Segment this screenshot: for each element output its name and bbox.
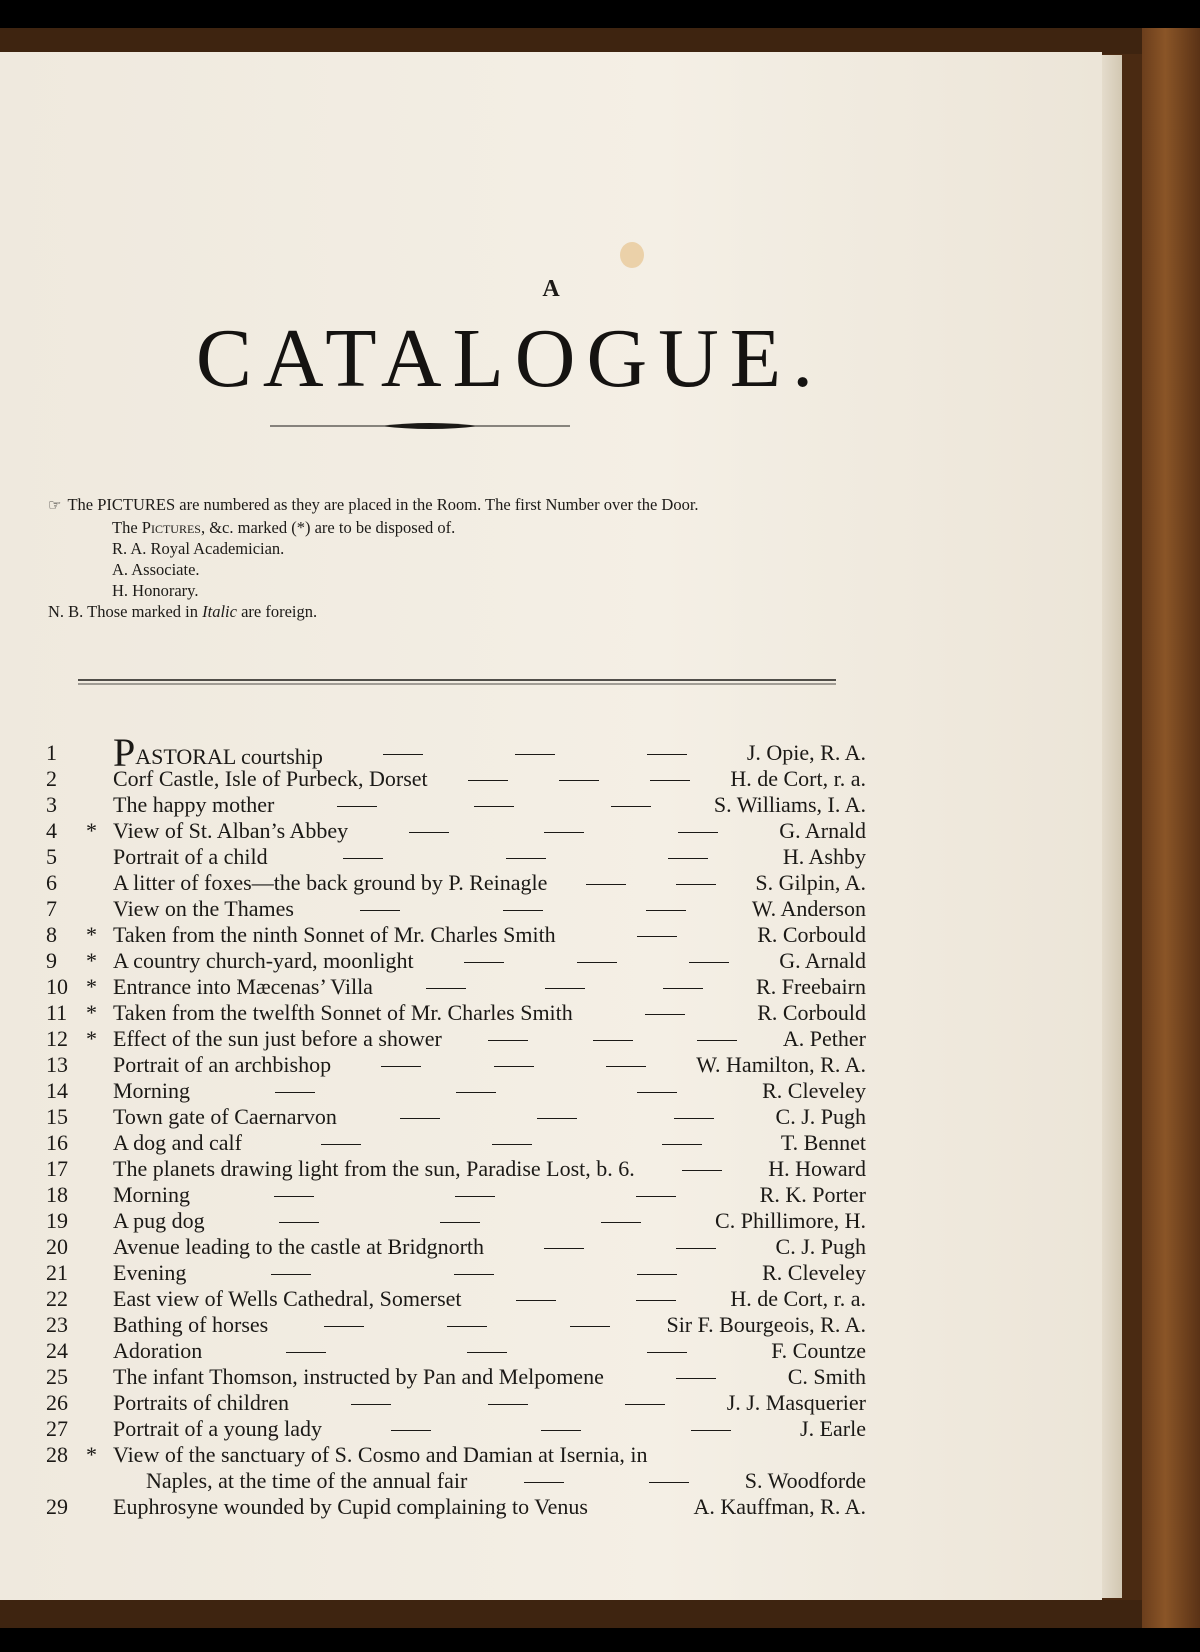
leader-dash xyxy=(625,1404,665,1406)
note-numbering: ☞ The PICTURES are numbered as they are placed in the Room. The first Number over the Door. xyxy=(48,494,868,517)
note-disposal: The Pictures, &c. marked (*) are to be disposed of. xyxy=(112,518,456,537)
entry-artist: A. Kauffman, R. A. xyxy=(693,1494,866,1519)
leader-dash xyxy=(691,1430,731,1432)
entry-number: 15 xyxy=(46,1104,68,1129)
entry-artist: A. Pether xyxy=(782,1026,866,1051)
entry-title: Adoration xyxy=(113,1338,203,1363)
entry-artist: H. Howard xyxy=(768,1156,866,1181)
leader-dash xyxy=(682,1170,722,1172)
leader-dash xyxy=(467,1352,507,1354)
entry-title: Taken from the twelfth Sonnet of Mr. Charles Smith xyxy=(113,1000,573,1025)
entry-number: 21 xyxy=(46,1260,68,1285)
disposal-mark: * xyxy=(86,818,97,843)
leader-dash xyxy=(474,806,514,808)
leader-dash xyxy=(274,1196,314,1198)
leader-dash xyxy=(271,1274,311,1276)
entry-artist: R. Cleveley xyxy=(762,1078,866,1103)
catalogue-entry xyxy=(46,870,866,896)
catalogue-entry xyxy=(46,948,866,974)
leader-dash xyxy=(601,1222,641,1224)
leader-dash xyxy=(537,1118,577,1120)
catalogue-entry xyxy=(46,896,866,922)
entry-title: Portrait of a young lady xyxy=(113,1416,322,1441)
catalogue-entry xyxy=(46,1156,866,1182)
leader-dash xyxy=(464,962,504,964)
leader-dash xyxy=(570,1326,610,1328)
entry-artist: R. Corbould xyxy=(757,922,866,947)
leader-dash xyxy=(544,1248,584,1250)
entry-artist: H. de Cort, r. a. xyxy=(730,1286,866,1311)
leader-dash xyxy=(426,988,466,990)
entry-number: 7 xyxy=(46,896,57,921)
page-title: CATALOGUE. xyxy=(195,312,825,405)
leader-dash xyxy=(668,858,708,860)
entry-title: Morning xyxy=(113,1078,190,1103)
leader-dash xyxy=(676,884,716,886)
entry-list xyxy=(46,730,866,1520)
entry-number: 14 xyxy=(46,1078,68,1103)
leader-dash xyxy=(337,806,377,808)
catalogue-entry xyxy=(46,1312,866,1338)
entry-title: A pug dog xyxy=(113,1208,205,1233)
entry-title: Portrait of an archbishop xyxy=(113,1052,332,1077)
entry-title: View of the sanctuary of S. Cosmo and Damian at Isernia, in xyxy=(113,1442,648,1467)
leader-dash xyxy=(383,754,423,756)
entry-title: Town gate of Caernarvon xyxy=(113,1104,337,1129)
double-rule xyxy=(78,678,836,686)
leader-dash xyxy=(636,1196,676,1198)
catalogue-entry xyxy=(46,1494,866,1520)
entry-title: Avenue leading to the castle at Bridgnorth xyxy=(113,1234,485,1259)
catalogue-notes xyxy=(48,494,868,622)
entry-title: Portrait of a child xyxy=(113,844,268,869)
catalogue-entry xyxy=(46,1390,866,1416)
catalogue-entry xyxy=(46,1026,866,1052)
leader-dash xyxy=(321,1144,361,1146)
leader-dash xyxy=(381,1066,421,1068)
entry-number: 3 xyxy=(46,792,57,817)
entry-number: 5 xyxy=(46,844,57,869)
entry-title: East view of Wells Cathedral, Somerset xyxy=(113,1286,462,1311)
title-article: A xyxy=(542,276,560,302)
entry-artist: R. K. Porter xyxy=(759,1182,866,1207)
entry-artist: C. J. Pugh xyxy=(775,1234,866,1259)
entry-artist: W. Hamilton, R. A. xyxy=(696,1052,866,1077)
leader-dash xyxy=(488,1040,528,1042)
leader-dash xyxy=(503,910,543,912)
entry-number: 9 xyxy=(46,948,57,973)
catalogue-entry xyxy=(46,974,866,1000)
entry-number: 11 xyxy=(46,1000,68,1025)
catalogue-entry xyxy=(46,1000,866,1026)
disposal-mark: * xyxy=(86,974,97,999)
leader-dash xyxy=(440,1222,480,1224)
disposal-mark: * xyxy=(86,1000,97,1025)
catalogue-entry xyxy=(46,844,866,870)
leader-dash xyxy=(360,910,400,912)
entry-artist: R. Freebairn xyxy=(756,974,866,999)
pointing-hand-icon: ☞ xyxy=(48,498,62,514)
entry-artist: J. J. Masquerier xyxy=(726,1390,866,1415)
catalogue-entry xyxy=(46,1104,866,1130)
entry-number: 27 xyxy=(46,1416,68,1441)
entry-number: 19 xyxy=(46,1208,68,1233)
disposal-mark: * xyxy=(86,1026,97,1051)
leader-dash xyxy=(697,1040,737,1042)
leader-dash xyxy=(506,858,546,860)
entry-artist: C. Phillimore, H. xyxy=(715,1208,866,1233)
drop-initial: P xyxy=(113,730,136,775)
entry-number: 8 xyxy=(46,922,57,947)
leader-dash xyxy=(676,1378,716,1380)
entry-number: 1 xyxy=(46,740,57,765)
entry-number: 25 xyxy=(46,1364,68,1389)
entry-artist: Sir F. Bourgeois, R. A. xyxy=(666,1312,866,1337)
catalogue-entry xyxy=(46,730,866,775)
entry-number: 22 xyxy=(46,1286,68,1311)
catalogue-entry xyxy=(46,1234,866,1260)
entry-number: 20 xyxy=(46,1234,68,1259)
entry-number: 26 xyxy=(46,1390,68,1415)
entry-title: Bathing of horses xyxy=(113,1312,269,1337)
entry-artist: J. Opie, R. A. xyxy=(746,740,866,765)
note-associate: A. Associate. xyxy=(112,560,200,579)
leader-dash xyxy=(456,1092,496,1094)
entry-artist: C. Smith xyxy=(787,1364,866,1389)
entry-artist: F. Countze xyxy=(771,1338,866,1363)
note-royal-academician: R. A. Royal Academician. xyxy=(112,539,285,558)
entry-artist: S. Woodforde xyxy=(744,1468,866,1493)
catalogue-entry xyxy=(46,1078,866,1104)
entry-number: 17 xyxy=(46,1156,68,1181)
leader-dash xyxy=(351,1404,391,1406)
leader-dash xyxy=(636,1300,676,1302)
entry-artist: T. Bennet xyxy=(780,1130,866,1155)
entry-number: 24 xyxy=(46,1338,68,1363)
leader-dash xyxy=(409,832,449,834)
leader-dash xyxy=(400,1118,440,1120)
leader-dash xyxy=(593,1040,633,1042)
entry-title: Evening xyxy=(113,1260,187,1285)
leader-dash xyxy=(647,754,687,756)
entry-title: Portraits of children xyxy=(113,1390,289,1415)
leader-dash xyxy=(649,1482,689,1484)
entry-artist: J. Earle xyxy=(800,1416,866,1441)
entry-number: 13 xyxy=(46,1052,68,1077)
leader-dash xyxy=(515,754,555,756)
entry-number: 28 xyxy=(46,1442,68,1467)
entry-title: View on the Thames xyxy=(113,896,294,921)
entry-number: 10 xyxy=(46,974,68,999)
entry-title: Entrance into Mæcenas’ Villa xyxy=(113,974,373,999)
catalogue-entry xyxy=(46,1052,866,1078)
entry-title: Euphrosyne wounded by Cupid complaining to Venus xyxy=(113,1494,588,1519)
disposal-mark: * xyxy=(86,1442,97,1467)
leader-dash xyxy=(646,910,686,912)
catalogue-entry xyxy=(46,1182,866,1208)
leader-dash xyxy=(674,1118,714,1120)
entry-number: 23 xyxy=(46,1312,68,1337)
leader-dash xyxy=(544,832,584,834)
disposal-mark: * xyxy=(86,922,97,947)
leader-dash xyxy=(637,1274,677,1276)
disposal-mark: * xyxy=(86,948,97,973)
binding-top xyxy=(0,28,1200,54)
catalogue-entry xyxy=(46,818,866,844)
entry-number: 4 xyxy=(46,818,57,843)
catalogue-page xyxy=(0,52,1102,1600)
entry-artist: H. Ashby xyxy=(782,844,866,869)
entry-number: 2 xyxy=(46,766,57,791)
entry-title: Corf Castle, Isle of Purbeck, Dorset xyxy=(113,766,428,791)
entry-title: Morning xyxy=(113,1182,190,1207)
entry-number: 18 xyxy=(46,1182,68,1207)
entry-title: Effect of the sun just before a shower xyxy=(113,1026,442,1051)
catalogue-entry xyxy=(46,792,866,818)
leader-dash xyxy=(647,1352,687,1354)
entry-number: 6 xyxy=(46,870,57,895)
leader-dash xyxy=(516,1300,556,1302)
leader-dash xyxy=(678,832,718,834)
leader-dash xyxy=(606,1066,646,1068)
leader-dash xyxy=(662,1144,702,1146)
entry-artist: G. Arnald xyxy=(779,818,866,843)
entry-title: A country church-yard, moonlight xyxy=(113,948,414,973)
note-honorary: H. Honorary. xyxy=(112,581,199,600)
entry-title: Taken from the ninth Sonnet of Mr. Charles Smith xyxy=(113,922,556,947)
catalogue-entry xyxy=(46,1416,866,1442)
leader-dash xyxy=(577,962,617,964)
leader-dash xyxy=(468,780,508,782)
entry-title: A dog and calf xyxy=(113,1130,242,1155)
binding-bottom xyxy=(0,1600,1200,1628)
entry-title: A litter of foxes—the back ground by P. Reinagle xyxy=(113,870,548,895)
entry-title: Naples, at the time of the annual fair xyxy=(146,1468,468,1493)
catalogue-entry xyxy=(46,1260,866,1286)
entry-artist: G. Arnald xyxy=(779,948,866,973)
entry-number: 12 xyxy=(46,1026,68,1051)
entry-artist: W. Anderson xyxy=(751,896,866,921)
entry-title: The planets drawing light from the sun, Paradise Lost, b. 6. xyxy=(113,1156,635,1181)
entry-artist: R. Cleveley xyxy=(762,1260,866,1285)
catalogue-entry xyxy=(46,922,866,948)
leader-dash xyxy=(343,858,383,860)
leader-dash xyxy=(637,936,677,938)
leader-dash xyxy=(637,1092,677,1094)
leader-dash xyxy=(524,1482,564,1484)
entry-artist: R. Corbould xyxy=(757,1000,866,1025)
leader-dash xyxy=(545,988,585,990)
catalogue-entry xyxy=(46,1338,866,1364)
leader-dash xyxy=(663,988,703,990)
leader-dash xyxy=(286,1352,326,1354)
catalogue-entry xyxy=(46,1286,866,1312)
entry-title: View of St. Alban’s Abbey xyxy=(113,818,349,843)
leader-dash xyxy=(324,1326,364,1328)
leader-dash xyxy=(492,1144,532,1146)
leader-dash xyxy=(650,780,690,782)
catalogue-entry xyxy=(46,766,866,792)
leader-dash xyxy=(494,1066,534,1068)
entry-title: The infant Thomson, instructed by Pan and Melpomene xyxy=(113,1364,604,1389)
entry-title: The happy mother xyxy=(113,792,275,817)
leader-dash xyxy=(586,884,626,886)
page-edge xyxy=(1102,55,1122,1598)
leader-dash xyxy=(611,806,651,808)
entry-artist: S. Williams, I. A. xyxy=(713,792,866,817)
catalogue-entry xyxy=(46,1130,866,1156)
entry-number: 16 xyxy=(46,1130,68,1155)
ornamental-rule xyxy=(270,420,570,432)
leader-dash xyxy=(391,1430,431,1432)
entry-number: 29 xyxy=(46,1494,68,1519)
catalogue-entry xyxy=(46,1208,866,1234)
leader-dash xyxy=(689,962,729,964)
foxing-stain xyxy=(620,242,644,268)
leader-dash xyxy=(279,1222,319,1224)
entry-artist: C. J. Pugh xyxy=(775,1104,866,1129)
entry-artist: S. Gilpin, A. xyxy=(755,870,866,895)
leader-dash xyxy=(541,1430,581,1432)
leader-dash xyxy=(454,1274,494,1276)
binding-spine-edge xyxy=(1142,28,1200,1628)
leader-dash xyxy=(455,1196,495,1198)
catalogue-entry xyxy=(46,1442,866,1468)
catalogue-entry xyxy=(46,1364,866,1390)
note-foreign: N. B. Those marked in Italic are foreign. xyxy=(48,602,318,621)
entry-title-text: ASTORAL courtship xyxy=(135,744,323,769)
leader-dash xyxy=(676,1248,716,1250)
leader-dash xyxy=(645,1014,685,1016)
leader-dash xyxy=(447,1326,487,1328)
leader-dash xyxy=(488,1404,528,1406)
entry-artist: H. de Cort, r. a. xyxy=(730,766,866,791)
leader-dash xyxy=(559,780,599,782)
catalogue-entry xyxy=(46,1468,866,1494)
leader-dash xyxy=(275,1092,315,1094)
